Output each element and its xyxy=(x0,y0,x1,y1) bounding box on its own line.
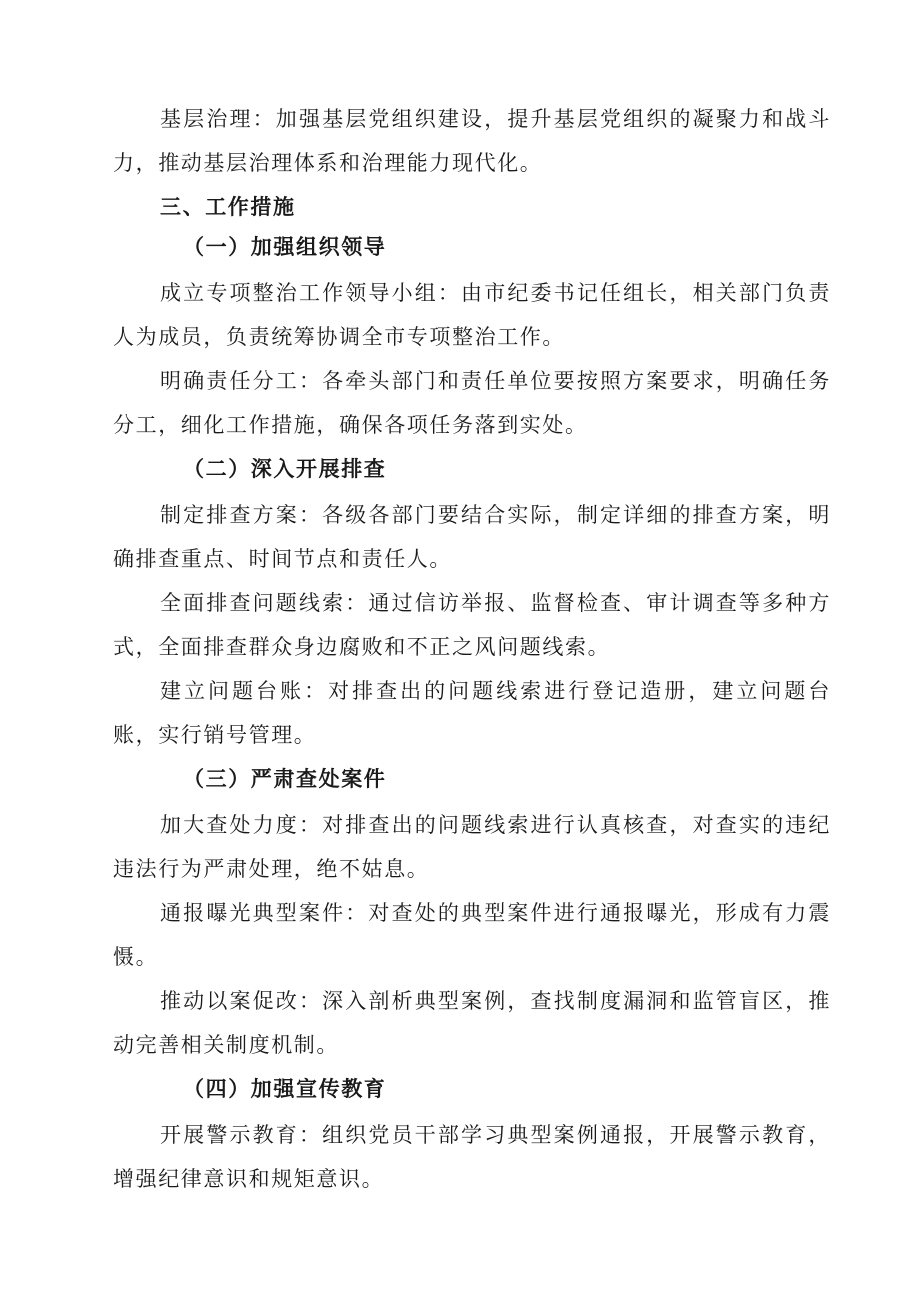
document-body xyxy=(113,97,831,1201)
paragraph-responsibility-division: 明确责任分工：各牵头部门和责任单位要按照方案要求，明确任务分工，细化工作措施，确保各项任务落到实处。 xyxy=(113,369,831,437)
subheading-investigation: （二）深入开展排查 xyxy=(183,456,387,481)
paragraph-strengthen-handling: 加大查处力度：对排查出的问题线索进行认真核查，对查实的违纪违法行为严肃处理，绝不姑息。 xyxy=(113,813,831,881)
subheading-publicity-education: （四）加强宣传教育 xyxy=(183,1076,387,1101)
paragraph-problem-ledger: 建立问题台账：对排查出的问题线索进行登记造册，建立问题台账，实行销号管理。 xyxy=(113,679,831,747)
paragraph-clue-screening: 全面排查问题线索：通过信访举报、监督检查、审计调查等多种方式，全面排查群众身边腐败和不正之风问题线索。 xyxy=(113,591,831,659)
paragraph-reform-by-case: 推动以案促改：深入剖析典型案例，查找制度漏洞和监管盲区，推动完善相关制度机制。 xyxy=(113,989,831,1057)
paragraph-grassroots-governance: 基层治理：加强基层党组织建设，提升基层党组织的凝聚力和战斗力，推动基层治理体系和治理能力现代化。 xyxy=(113,107,831,175)
section-heading-work-measures: 三、工作措施 xyxy=(160,195,296,219)
paragraph-investigation-plan: 制定排查方案：各级各部门要结合实际，制定详细的排查方案，明确排查重点、时间节点和责任人。 xyxy=(113,503,831,571)
subheading-case-handling: （三）严肃查处案件 xyxy=(183,766,387,791)
paragraph-leading-group: 成立专项整治工作领导小组：由市纪委书记任组长，相关部门负责人为成员，负责统筹协调全市专项整治工作。 xyxy=(113,281,831,349)
paragraph-warning-education: 开展警示教育：组织党员干部学习典型案例通报，开展警示教育，增强纪律意识和规矩意识。 xyxy=(113,1123,831,1191)
subheading-organization-leadership: （一）加强组织领导 xyxy=(183,234,387,259)
paragraph-case-exposure: 通报曝光典型案件：对查处的典型案件进行通报曝光，形成有力震慑。 xyxy=(113,901,831,969)
